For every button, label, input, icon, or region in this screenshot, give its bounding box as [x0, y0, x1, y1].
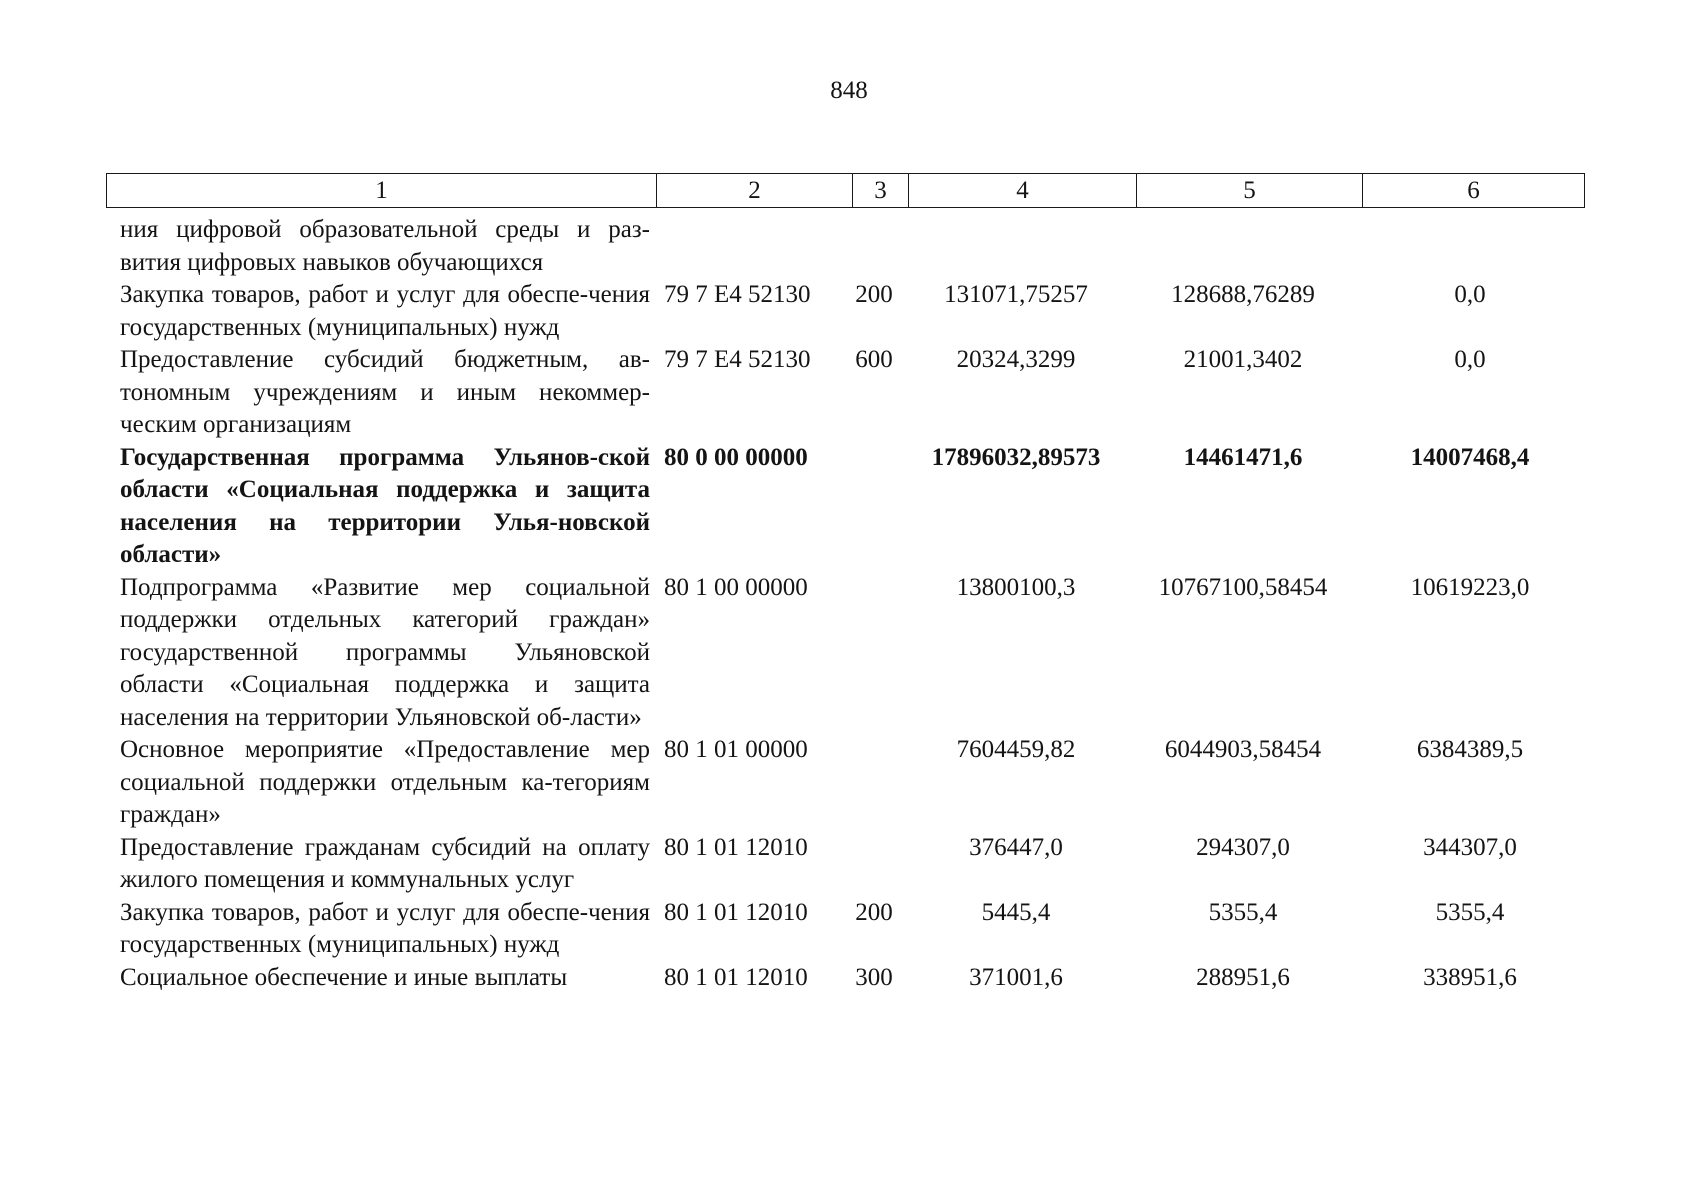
row-value-4: 371001,6 — [969, 963, 1063, 991]
budget-table-body — [106, 214, 1584, 994]
row-name: Закупка товаров, работ и услуг для обеспе-чения государственных (муниципальных) нужд — [120, 281, 650, 341]
row-type: 600 — [855, 346, 893, 373]
row-type: 300 — [855, 963, 893, 991]
row-value-4: 17896032,89573 — [931, 443, 1101, 471]
table-row — [106, 442, 1584, 572]
column-header-row — [107, 174, 1585, 208]
table-row — [106, 832, 1584, 897]
row-value-5: 5355,4 — [1208, 898, 1278, 926]
row-code: 80 1 00 00000 — [664, 573, 808, 601]
row-value-6: 10619223,0 — [1410, 573, 1530, 601]
column-header-5: 5 — [1137, 174, 1363, 208]
row-value-5: 14461471,6 — [1183, 443, 1303, 471]
table-row — [106, 572, 1584, 735]
row-value-6: 338951,6 — [1423, 963, 1517, 991]
column-header-2: 2 — [657, 174, 853, 208]
column-header-1: 1 — [107, 174, 657, 208]
row-code: 80 1 01 00000 — [664, 736, 808, 763]
column-header-4: 4 — [909, 174, 1137, 208]
row-name: Государственная программа Ульянов-ской области «Социальная поддержка и защита населения на территории Улья-новской области» — [120, 443, 650, 568]
row-value-6: 0,0 — [1454, 346, 1486, 373]
row-name: Подпрограмма «Развитие мер социальной поддержки отдельных категорий граждан» государственной программы Ульяновской области «Социальная поддержка и защита населения на территории Ульяновской об-ласти» — [120, 573, 650, 731]
row-name: Социальное обеспечение и иные выплаты — [120, 963, 568, 991]
row-value-6: 344307,0 — [1423, 833, 1517, 861]
row-value-6: 6384389,5 — [1416, 736, 1524, 763]
table-row — [106, 214, 1584, 279]
row-value-5: 21001,3402 — [1183, 346, 1303, 373]
row-value-4: 131071,75257 — [944, 281, 1088, 308]
row-value-4: 7604459,82 — [956, 736, 1076, 763]
row-value-4: 5445,4 — [981, 898, 1051, 926]
table-row — [106, 279, 1584, 344]
row-name: ния цифровой образовательной среды и раз-вития цифровых навыков обучающихся — [120, 216, 650, 276]
row-value-6: 5355,4 — [1435, 898, 1505, 926]
row-value-6: 14007468,4 — [1410, 443, 1530, 471]
row-name: Предоставление субсидий бюджетным, ав-тономным учреждениям и иным некоммер-ческим организациям — [120, 346, 650, 438]
row-value-5: 10767100,58454 — [1158, 573, 1328, 601]
row-name: Закупка товаров, работ и услуг для обеспе-чения государственных (муниципальных) нужд — [120, 898, 650, 958]
row-value-6: 0,0 — [1454, 281, 1486, 308]
row-name: Основное мероприятие «Предоставление мер социальной поддержки отдельным ка-тегориям граждан» — [120, 736, 650, 828]
row-code: 80 1 01 12010 — [664, 833, 808, 861]
row-value-4: 20324,3299 — [956, 346, 1076, 373]
row-value-5: 288951,6 — [1196, 963, 1290, 991]
column-header-table — [106, 173, 1585, 208]
row-code: 80 1 01 12010 — [664, 898, 808, 926]
page-number: 848 — [830, 77, 868, 104]
column-header-6: 6 — [1363, 174, 1585, 208]
row-type: 200 — [855, 898, 893, 926]
table-row — [106, 734, 1584, 832]
row-code: 80 1 01 12010 — [664, 963, 808, 991]
row-value-5: 6044903,58454 — [1164, 736, 1322, 763]
row-name: Предоставление гражданам субсидий на оплату жилого помещения и коммунальных услуг — [120, 833, 650, 893]
table-row — [106, 897, 1584, 962]
row-value-5: 128688,76289 — [1171, 281, 1315, 308]
row-value-4: 376447,0 — [969, 833, 1063, 861]
table-row — [106, 962, 1584, 995]
row-code: 79 7 E4 52130 — [664, 281, 811, 308]
row-code: 80 0 00 00000 — [664, 443, 808, 471]
row-value-5: 294307,0 — [1196, 833, 1290, 861]
row-code: 79 7 E4 52130 — [664, 346, 811, 373]
table-row — [106, 344, 1584, 442]
row-value-4: 13800100,3 — [956, 573, 1076, 601]
column-header-3: 3 — [853, 174, 909, 208]
row-type: 200 — [855, 281, 893, 308]
